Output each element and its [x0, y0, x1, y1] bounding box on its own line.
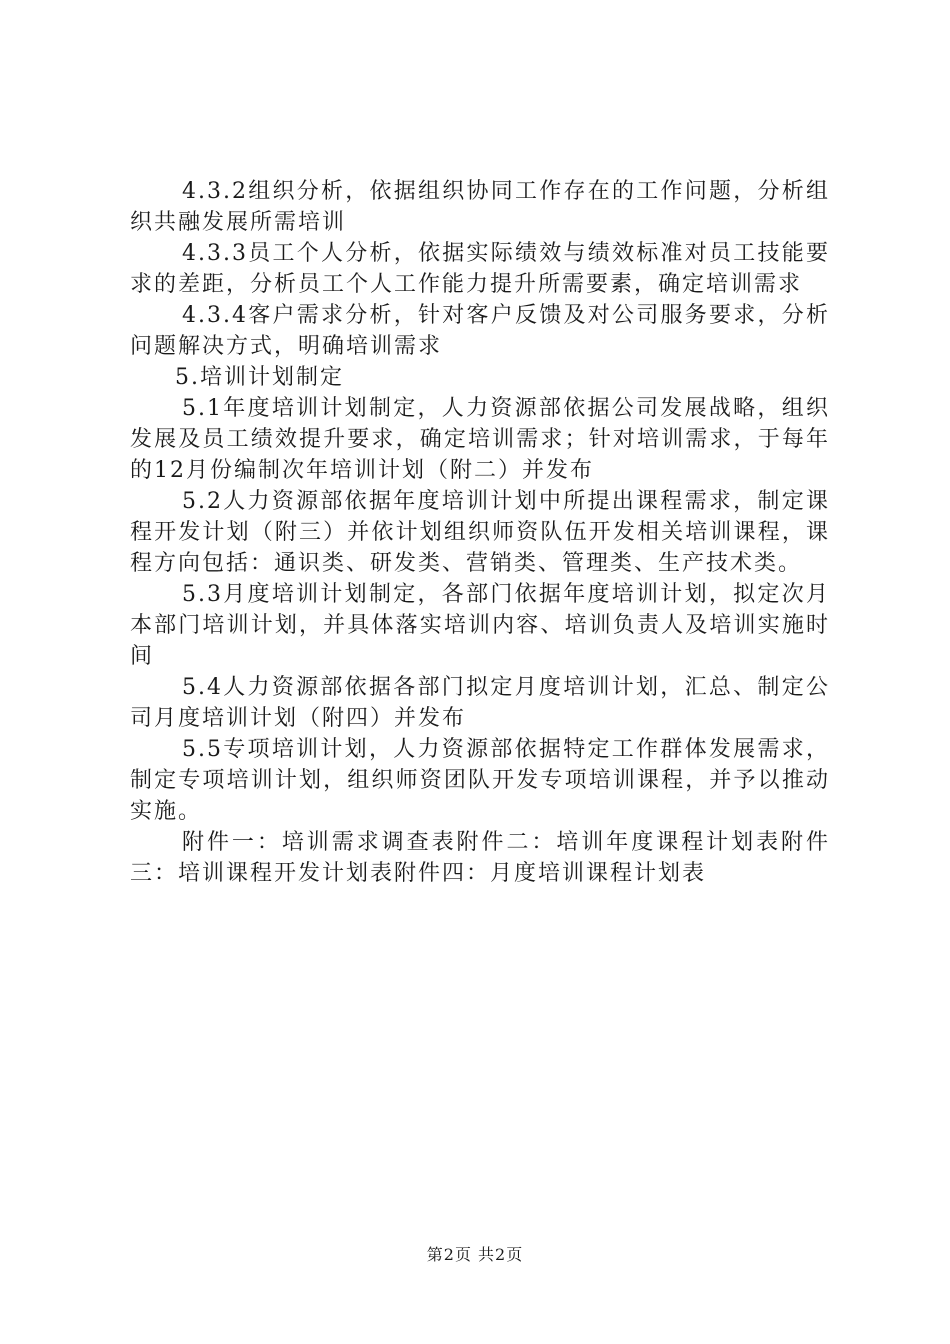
paragraph-5-4: 5.4人力资源部依据各部门拟定月度培训计划，汇总、制定公司月度培训计划（附四）并发布	[130, 675, 830, 731]
section-heading-5: 5.培训计划制定	[175, 365, 344, 390]
paragraph-4-3-3: 4.3.3员工个人分析，依据实际绩效与绩效标准对员工技能要求的差距，分析员工个人工作能力提升所需要素，确定培训需求	[130, 241, 830, 297]
page-number-footer: 第2页 共2页	[426, 1245, 524, 1264]
paragraph-5-3: 5.3月度培训计划制定，各部门依据年度培训计划，拟定次月本部门培训计划，并具体落实培训内容、培训负责人及培训实施时间	[130, 582, 830, 669]
attachments-paragraph: 附件一：培训需求调查表附件二：培训年度课程计划表附件三：培训课程开发计划表附件四：月度培训课程计划表	[130, 830, 830, 886]
document-body	[130, 176, 830, 889]
paragraph-4-3-2: 4.3.2组织分析，依据组织协同工作存在的工作问题，分析组织共融发展所需培训	[130, 179, 830, 235]
paragraph-5-5: 5.5专项培训计划，人力资源部依据特定工作群体发展需求，制定专项培训计划，组织师资团队开发专项培训课程，并予以推动实施。	[130, 737, 830, 824]
paragraph-5-1: 5.1年度培训计划制定，人力资源部依据公司发展战略，组织发展及员工绩效提升要求，确定培训需求；针对培训需求，于每年的12月份编制次年培训计划（附二）并发布	[130, 396, 830, 483]
paragraph-4-3-4: 4.3.4客户需求分析，针对客户反馈及对公司服务要求，分析问题解决方式，明确培训需求	[130, 303, 830, 359]
paragraph-5-2: 5.2人力资源部依据年度培训计划中所提出课程需求，制定课程开发计划（附三）并依计划组织师资队伍开发相关培训课程，课程方向包括：通识类、研发类、营销类、管理类、生产技术类。	[130, 489, 830, 576]
